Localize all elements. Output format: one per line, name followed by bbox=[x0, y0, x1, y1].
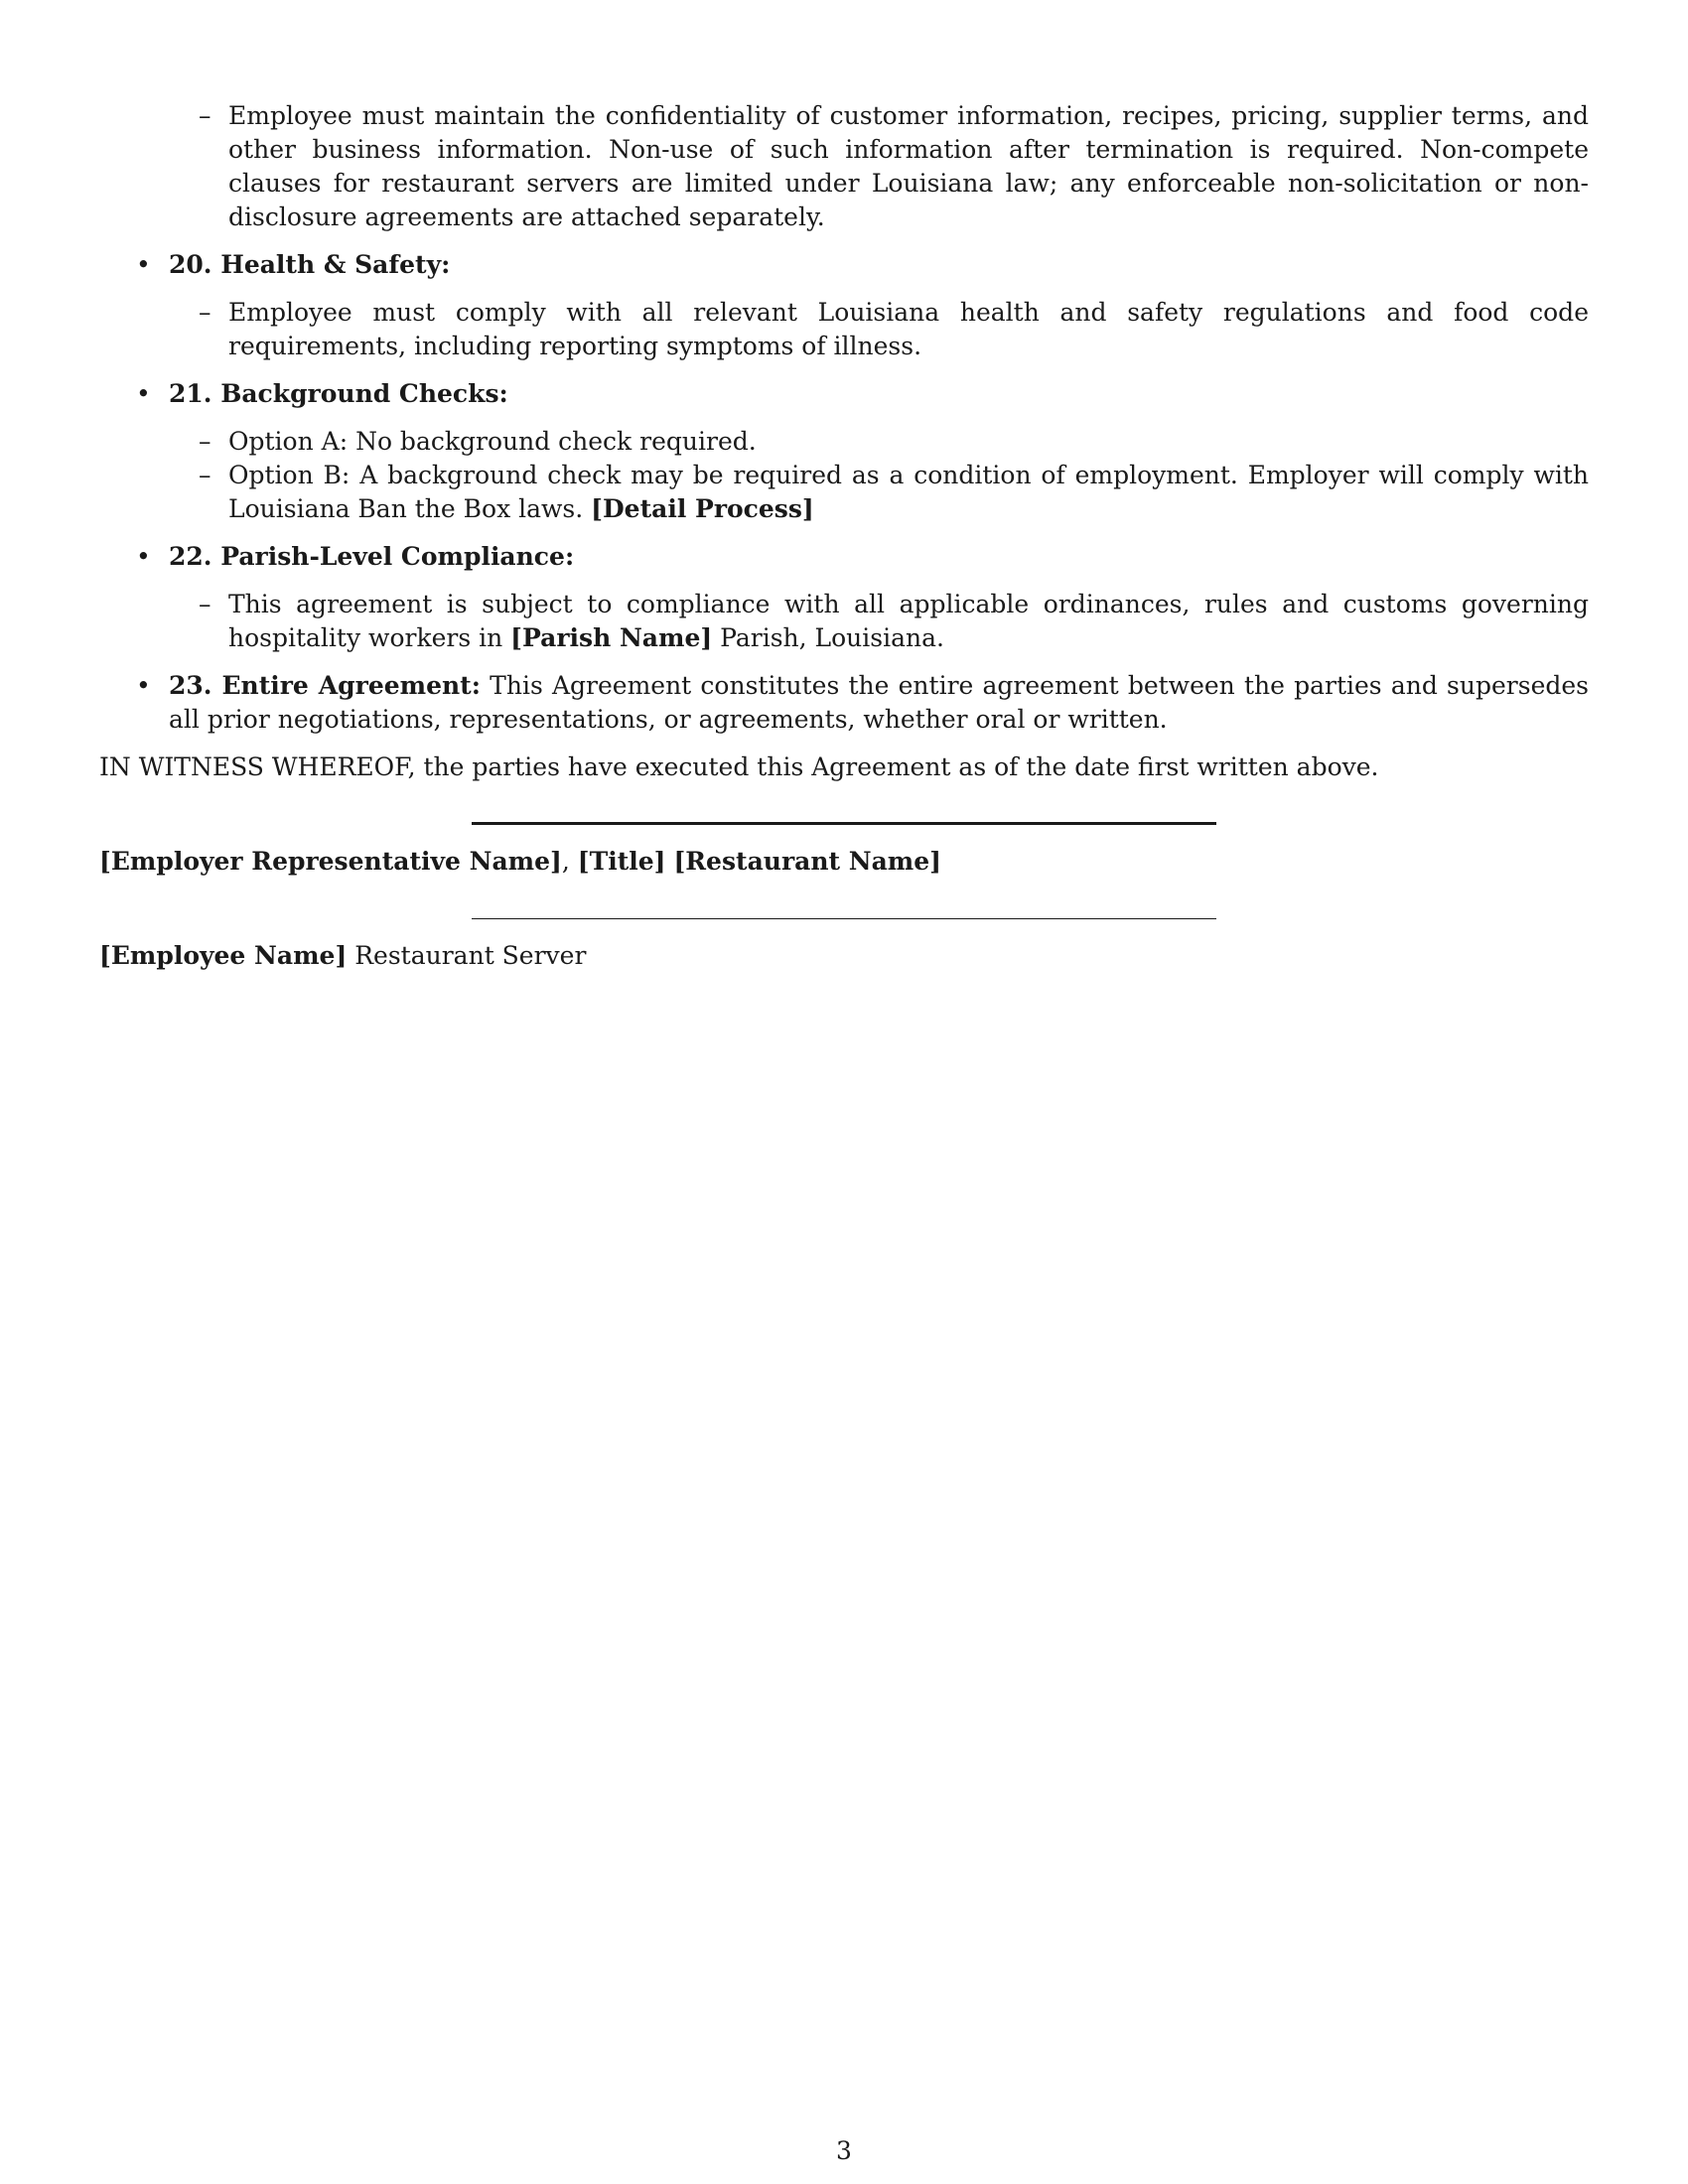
restaurant-name-placeholder: [Restaurant Name] bbox=[673, 847, 941, 876]
section-22-text bbox=[99, 588, 1589, 655]
bullet-marker: • bbox=[136, 671, 151, 700]
employee-role: Restaurant Server bbox=[354, 941, 587, 970]
section-21-background-checks bbox=[99, 377, 1589, 411]
parish-text-before: This agreement is subject to compliance with all applicable ordinances, rules and customs governing hospitality workers in bbox=[228, 590, 1589, 652]
employer-signature-line[interactable] bbox=[472, 822, 1216, 825]
option-a-text: Option A: No background check required. bbox=[228, 427, 757, 456]
employer-signature-block bbox=[99, 845, 1589, 879]
section-22-heading: 22. Parish-Level Compliance: bbox=[169, 542, 575, 571]
separator: , bbox=[561, 847, 570, 876]
dash-marker: – bbox=[199, 461, 211, 489]
dash-marker: – bbox=[199, 590, 211, 618]
section-19-confidentiality-text bbox=[99, 99, 1589, 234]
dash-marker: – bbox=[199, 298, 211, 327]
document-content bbox=[99, 99, 1589, 973]
bullet-marker: • bbox=[136, 379, 151, 408]
parish-text-after: Parish, Louisiana. bbox=[720, 623, 944, 652]
confidentiality-text: Employee must maintain the confidentiality of customer information, recipes, pricing, supplier terms, and other business information. Non-use of such information after termination is required. Non-compete clauses for restaurant servers are limited under Louisiana law; any enforceable non-solicitation or non-disclosure agreements are attached separately. bbox=[228, 101, 1589, 231]
option-b-text: Option B: A background check may be required as a condition of employment. Employer will comply with Louisiana Ban the Box laws. bbox=[228, 461, 1589, 523]
employee-signature-block bbox=[99, 939, 1589, 973]
section-21-option-b bbox=[99, 459, 1589, 526]
section-20-text bbox=[99, 296, 1589, 363]
employee-signature-line[interactable] bbox=[472, 918, 1216, 919]
employer-rep-placeholder: [Employer Representative Name] bbox=[99, 847, 562, 876]
dash-marker: – bbox=[199, 101, 211, 130]
page-number: 3 bbox=[836, 2136, 852, 2165]
detail-process-placeholder: [Detail Process] bbox=[591, 494, 814, 523]
section-23-entire-agreement bbox=[99, 669, 1589, 737]
section-22-parish-compliance bbox=[99, 540, 1589, 574]
entire-agreement-text: This Agreement constitutes the entire agreement between the parties and supersedes all prior negotiations, representations, or agreements, whether oral or written. bbox=[169, 671, 1589, 734]
witness-statement: IN WITNESS WHEREOF, the parties have executed this Agreement as of the date first written above. bbox=[99, 752, 1379, 781]
bullet-marker: • bbox=[136, 542, 151, 571]
section-21-heading: 21. Background Checks: bbox=[169, 379, 508, 408]
title-placeholder: [Title] bbox=[577, 847, 666, 876]
section-20-heading: 20. Health & Safety: bbox=[169, 250, 451, 279]
bullet-marker: • bbox=[136, 250, 151, 279]
parish-name-placeholder: [Parish Name] bbox=[510, 623, 713, 652]
employee-name-placeholder: [Employee Name] bbox=[99, 941, 348, 970]
section-20-health-safety bbox=[99, 248, 1589, 282]
section-21-option-a bbox=[99, 425, 1589, 459]
dash-marker: – bbox=[199, 427, 211, 456]
section-23-heading: 23. Entire Agreement: bbox=[169, 671, 481, 700]
health-safety-text: Employee must comply with all relevant Louisiana health and safety regulations and food code requirements, including reporting symptoms of illness. bbox=[228, 298, 1589, 360]
